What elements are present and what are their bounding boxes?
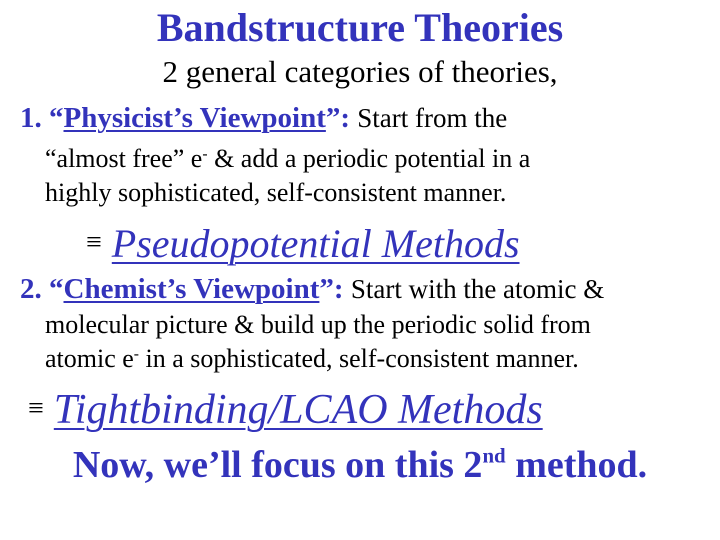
section-1-line-a-pre: “almost free” e — [45, 144, 203, 173]
conclusion-sup: nd — [482, 443, 506, 468]
section-2-line-b-pre: atomic e — [45, 344, 134, 373]
conclusion-pre: Now, we’ll focus on this 2 — [72, 444, 483, 486]
conclusion-post: method. — [505, 444, 648, 486]
section-2-line-a: molecular picture & build up the periodic solid from — [45, 310, 591, 339]
section-2-number: 2. — [20, 273, 42, 305]
section-1-number: 1. — [20, 102, 42, 134]
section-1-heading-rest: Start from the — [357, 103, 508, 133]
section-1-line-a — [45, 143, 530, 175]
section-1-close-quote: ”: — [325, 102, 351, 134]
slide-title: Bandstructure Theories — [156, 5, 564, 50]
section-1-heading — [20, 100, 507, 136]
section-2-name: Chemist’s Viewpoint — [63, 273, 320, 305]
section-2-heading — [20, 271, 604, 307]
section-2-line-b-post: in a sophisticated, self-consistent manner. — [139, 344, 579, 373]
equivalence-symbol-1: ≡ — [86, 227, 102, 258]
equivalence-symbol-2: ≡ — [28, 393, 44, 424]
section-2-close-quote: ”: — [319, 273, 344, 305]
section-2-line-b-sup: - — [133, 345, 139, 363]
section-2-heading-rest: Start with the atomic & — [350, 274, 605, 304]
slide-subtitle: 2 general categories of theories, — [162, 54, 558, 89]
section-1-line-a-sup: - — [202, 145, 208, 163]
section-1-method — [86, 220, 520, 267]
section-1-line-a-post: & add a periodic potential in a — [207, 144, 531, 173]
section-2-open-quote: “ — [49, 273, 64, 305]
conclusion-text — [0, 442, 720, 488]
section-1-line-b: highly sophisticated, self-consistent manner. — [45, 178, 507, 207]
section-1-method-name: Pseudopotential Methods — [111, 221, 520, 266]
section-2-method-name: Tightbinding/LCAO Methods — [53, 387, 543, 433]
section-1-open-quote: “ — [49, 102, 64, 134]
section-2-method — [28, 386, 543, 433]
section-1-name: Physicist’s Viewpoint — [63, 102, 326, 134]
section-2-line-b — [45, 343, 579, 375]
